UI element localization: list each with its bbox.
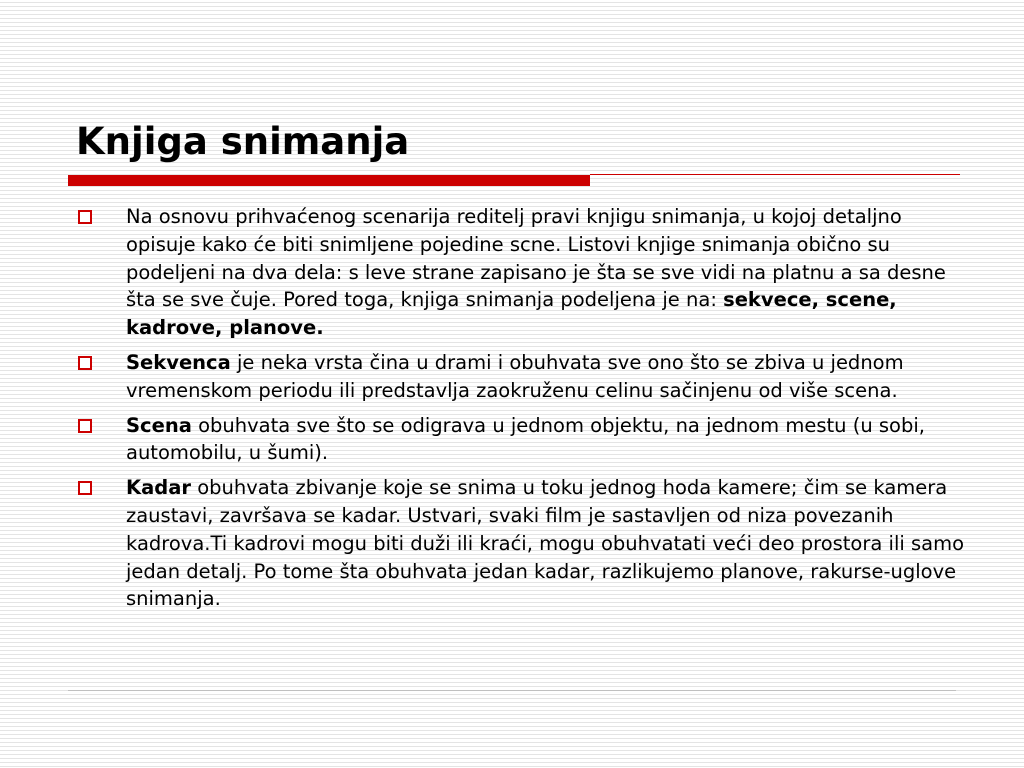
bullet-term: Sekvenca	[126, 350, 231, 374]
bullet-item-kadar	[76, 474, 966, 613]
bullet-body-text: je neka vrsta čina u drami i obuhvata sve ono što se zbiva u jednom vremenskom periodu ili predstavlja zaokruženu celinu sačinjenu od više scena.	[126, 350, 904, 402]
bullet-list	[76, 203, 966, 620]
hollow-square-bullet-icon	[78, 481, 92, 495]
title-underline-thick	[68, 175, 590, 186]
bullet-bold-tail: sekvece, scene, kadrove, planove.	[126, 288, 897, 340]
footer-divider	[68, 690, 956, 691]
hollow-square-bullet-icon	[78, 419, 92, 433]
bullet-item-scena	[76, 412, 966, 468]
slide-title: Knjiga snimanja	[76, 120, 410, 163]
bullet-term: Scena	[126, 413, 192, 437]
hollow-square-bullet-icon	[78, 356, 92, 370]
bullet-body-text: Na osnovu prihvaćenog scenarija reditelj pravi knjigu snimanja, u kojoj detaljno opisuje kako će biti snimljene pojedine scne. Listovi knjige snimanja obično su podeljeni na dva dela: s leve strane zapisano je šta se sve vidi na platnu a sa desne šta se sve čuje. Pored toga, knjiga snimanja podeljena je na:	[126, 205, 946, 312]
hollow-square-bullet-icon	[78, 210, 92, 224]
title-underline-thin	[590, 174, 960, 175]
bullet-text	[126, 205, 946, 339]
bullet-text	[126, 476, 964, 610]
bullet-body-text: obuhvata sve što se odigrava u jednom objektu, na jednom mestu (u sobi, automobilu, u šumi).	[126, 413, 925, 465]
bullet-text	[126, 351, 904, 402]
bullet-text	[126, 414, 925, 465]
bullet-item-knjiga-snimanja	[76, 203, 966, 342]
bullet-item-sekvenca	[76, 349, 966, 405]
bullet-body-text: obuhvata zbivanje koje se snima u toku jednog hoda kamere; čim se kamera zaustavi, završava se kadar. Ustvari, svaki film je sastavljen od niza povezanih kadrova.Ti kadrovi mogu biti duži ili kraći, mogu obuhvatati veći deo prostora ili samo jedan detalj. Po tome šta obuhvata jedan kadar, razlikujemo planove, rakurse-uglove snimanja.	[126, 476, 965, 611]
bullet-term: Kadar	[126, 476, 192, 500]
